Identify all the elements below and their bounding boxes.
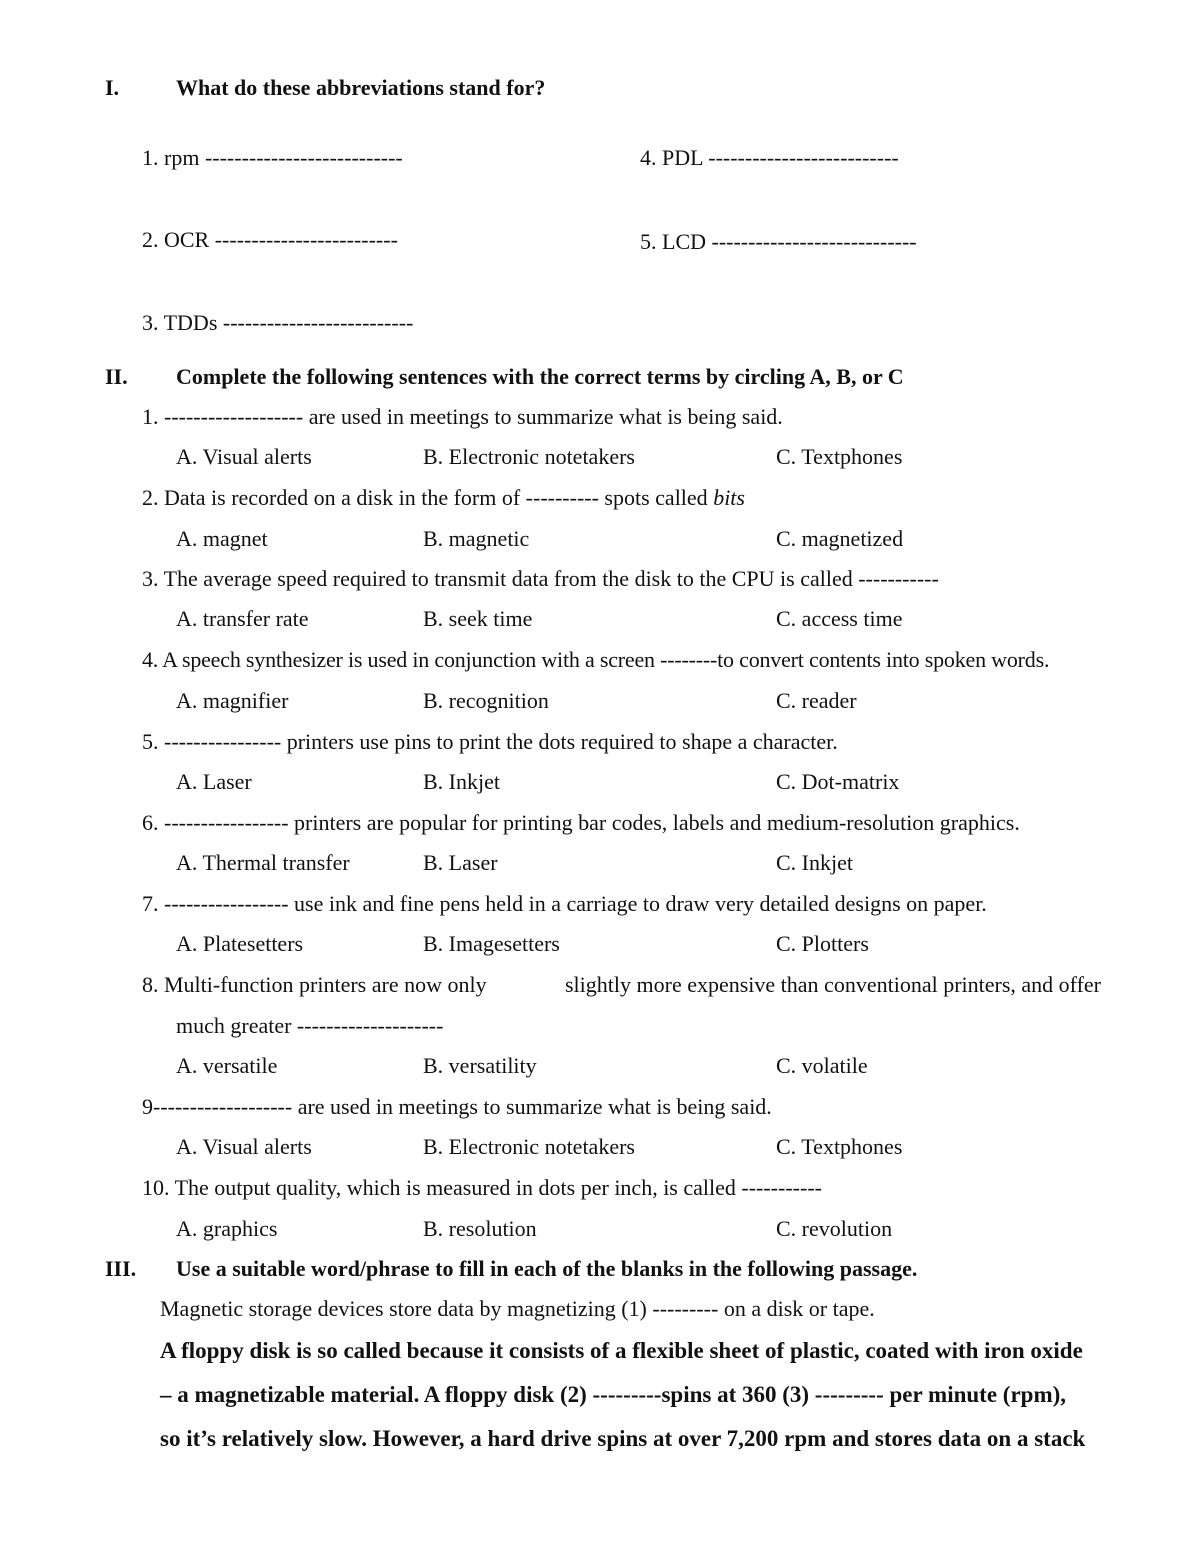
question-6: 6. ----------------- printers are popular for printing bar codes, labels and medium-resolution graphics.: [142, 810, 1020, 835]
question-2-text: 2. Data is recorded on a disk in the form of ---------- spots called: [142, 485, 714, 510]
abbrev-item-lcd: 5. LCD ----------------------------: [640, 229, 917, 254]
option-c[interactable]: C. Inkjet: [776, 850, 853, 875]
question-1: 1. ------------------- are used in meetings to summarize what is being said.: [142, 404, 783, 429]
passage-line-1: A floppy disk is so called because it consists of a flexible sheet of plastic, coated with iron oxide: [160, 1338, 1083, 1363]
option-c[interactable]: C. Textphones: [776, 444, 903, 469]
option-c[interactable]: C. revolution: [776, 1216, 893, 1241]
option-b[interactable]: B. recognition: [423, 688, 549, 713]
question-9: 9------------------- are used in meetings to summarize what is being said.: [142, 1094, 772, 1119]
option-a[interactable]: A. transfer rate: [176, 606, 309, 631]
question-8-continued: slightly more expensive than conventional printers, and offer: [565, 972, 1102, 997]
abbrev-item-rpm: 1. rpm ---------------------------: [142, 145, 403, 170]
option-b[interactable]: B. magnetic: [423, 526, 530, 551]
abbrev-item-tdds: 3. TDDs --------------------------: [142, 310, 414, 335]
option-a[interactable]: A. magnet: [176, 526, 268, 551]
question-7: 7. ----------------- use ink and fine pens held in a carriage to draw very detailed designs on paper.: [142, 891, 987, 916]
section-1-number: I.: [105, 75, 120, 100]
option-c[interactable]: C. volatile: [776, 1053, 868, 1078]
option-a[interactable]: A. versatile: [176, 1053, 278, 1078]
option-b[interactable]: B. versatility: [423, 1053, 537, 1078]
option-c[interactable]: C. reader: [776, 688, 857, 713]
passage-intro: Magnetic storage devices store data by magnetizing (1) --------- on a disk or tape.: [160, 1296, 875, 1321]
option-a[interactable]: A. Visual alerts: [176, 1134, 312, 1159]
abbrev-item-pdl: 4. PDL --------------------------: [640, 145, 899, 170]
option-c[interactable]: C. magnetized: [776, 526, 904, 551]
question-4: 4. A speech synthesizer is used in conjunction with a screen --------to convert contents into spoken words.: [142, 647, 1050, 672]
question-8: 8. Multi-function printers are now only: [142, 972, 487, 997]
option-b[interactable]: B. Imagesetters: [423, 931, 560, 956]
section-2-title: Complete the following sentences with the correct terms by circling A, B, or C: [176, 364, 904, 389]
passage-line-3: so it’s relatively slow. However, a hard drive spins at over 7,200 rpm and stores data on a stack: [160, 1426, 1086, 1451]
abbrev-item-ocr: 2. OCR -------------------------: [142, 227, 398, 252]
question-2-emphasis: bits: [713, 485, 745, 510]
option-a[interactable]: A. Laser: [176, 769, 252, 794]
passage-line-2: – a magnetizable material. A floppy disk (2) ---------spins at 360 (3) --------- per minute (rpm),: [160, 1382, 1067, 1407]
option-b[interactable]: B. Electronic notetakers: [423, 444, 635, 469]
option-b[interactable]: B. seek time: [423, 606, 533, 631]
option-a[interactable]: A. magnifier: [176, 688, 289, 713]
option-b[interactable]: B. Electronic notetakers: [423, 1134, 635, 1159]
option-a[interactable]: A. Thermal transfer: [176, 850, 350, 875]
option-a[interactable]: A. Platesetters: [176, 931, 304, 956]
option-b[interactable]: B. Laser: [423, 850, 498, 875]
question-10: 10. The output quality, which is measured in dots per inch, is called -----------: [142, 1175, 822, 1200]
question-5: 5. ---------------- printers use pins to print the dots required to shape a character.: [142, 729, 838, 754]
question-3: 3. The average speed required to transmit data from the disk to the CPU is called -----------: [142, 566, 939, 591]
option-b[interactable]: B. Inkjet: [423, 769, 500, 794]
section-3-number: III.: [105, 1256, 137, 1281]
option-a[interactable]: A. Visual alerts: [176, 444, 312, 469]
option-c[interactable]: C. Textphones: [776, 1134, 903, 1159]
section-3-title: Use a suitable word/phrase to fill in each of the blanks in the following passage.: [176, 1256, 918, 1281]
question-8-line-2: much greater --------------------: [176, 1013, 444, 1038]
option-c[interactable]: C. access time: [776, 606, 903, 631]
option-c[interactable]: C. Plotters: [776, 931, 869, 956]
section-2-number: II.: [105, 364, 128, 389]
question-2: [142, 485, 745, 511]
option-b[interactable]: B. resolution: [423, 1216, 537, 1241]
option-a[interactable]: A. graphics: [176, 1216, 278, 1241]
section-1-title: What do these abbreviations stand for?: [176, 75, 546, 100]
option-c[interactable]: C. Dot-matrix: [776, 769, 900, 794]
